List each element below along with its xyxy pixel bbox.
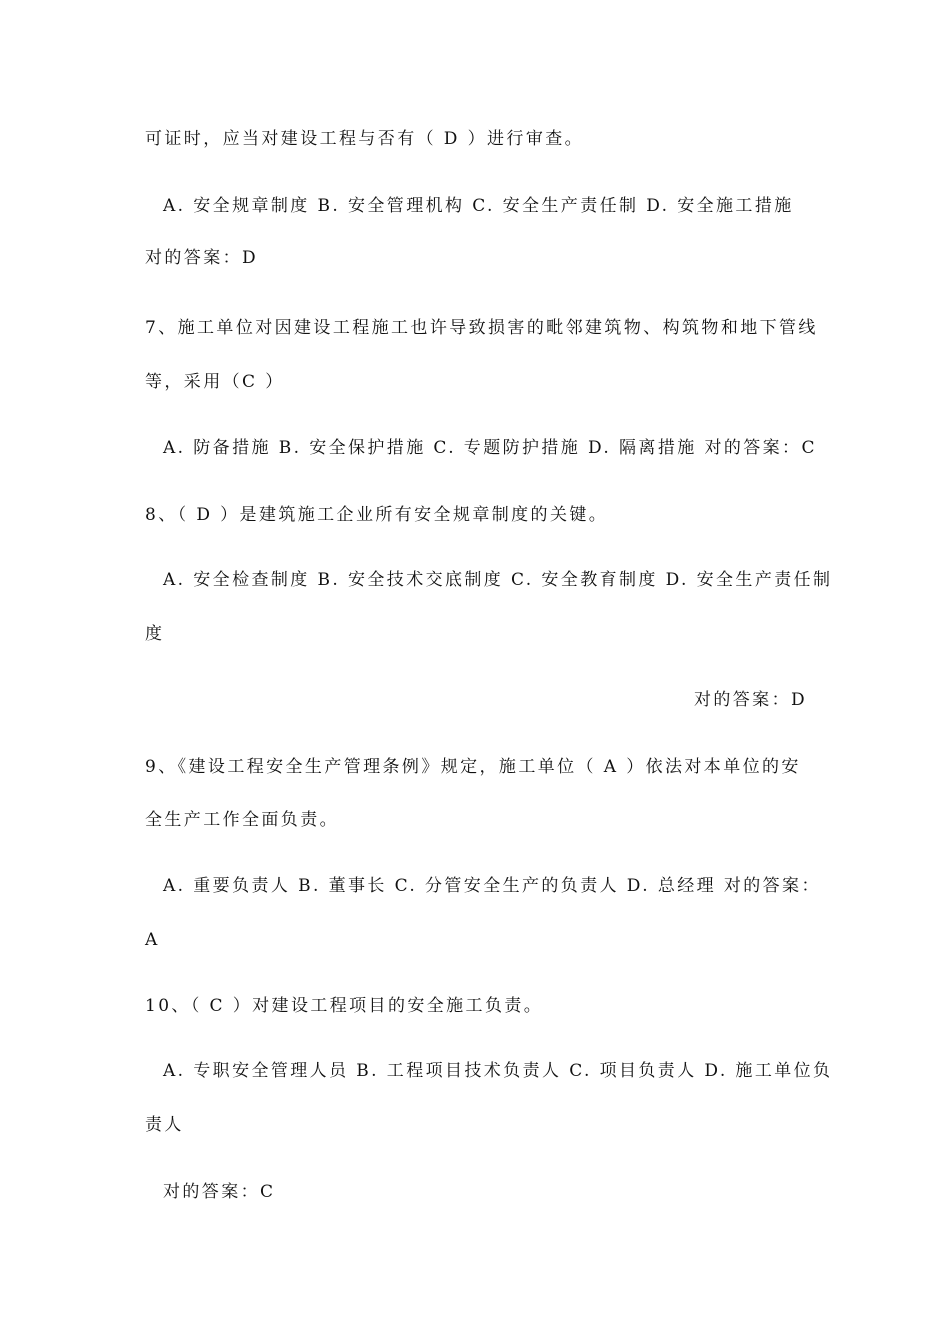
question-8-answer: 对的答案：D bbox=[693, 690, 807, 710]
question-10-answer: 对的答案：C bbox=[163, 1182, 276, 1202]
question-6-answer: 对的答案：D bbox=[145, 248, 259, 268]
question-7-stem-continuation: 等，采用（C ） bbox=[145, 372, 285, 392]
question-7-stem: 7、施工单位对因建设工程施工也许导致损害的毗邻建筑物、构筑物和地下管线 bbox=[145, 318, 818, 338]
question-6-stem-continuation: 可证时，应当对建设工程与否有（ D ）进行审查。 bbox=[145, 129, 585, 149]
question-6-options: A. 安全规章制度 B. 安全管理机构 C. 安全生产责任制 D. 安全施工措施 bbox=[163, 196, 794, 216]
question-9-answer-value: A bbox=[145, 930, 160, 950]
question-10-stem: 10、（ C ）对建设工程项目的安全施工负责。 bbox=[145, 996, 544, 1016]
question-10-options: A. 专职安全管理人员 B. 工程项目技术负责人 C. 项目负责人 D. 施工单位负 bbox=[163, 1061, 833, 1081]
question-10-options-continuation: 责人 bbox=[145, 1115, 184, 1135]
question-9-stem-continuation: 全生产工作全面负责。 bbox=[145, 810, 339, 830]
question-8-options: A. 安全检查制度 B. 安全技术交底制度 C. 安全教育制度 D. 安全生产责任制 bbox=[163, 570, 833, 590]
question-8-stem: 8、（ D ）是建筑施工企业所有安全规章制度的关键。 bbox=[145, 505, 609, 525]
question-7-options-and-answer: A. 防备措施 B. 安全保护措施 C. 专题防护措施 D. 隔离措施 对的答案：C bbox=[163, 438, 817, 458]
question-9-stem: 9、《建设工程安全生产管理条例》规定，施工单位（ A ）依法对本单位的安 bbox=[145, 757, 801, 777]
question-8-options-continuation: 度 bbox=[145, 624, 165, 644]
question-9-options-and-answer: A. 重要负责人 B. 董事长 C. 分管安全生产的负责人 D. 总经理 对的答案： bbox=[163, 876, 821, 896]
